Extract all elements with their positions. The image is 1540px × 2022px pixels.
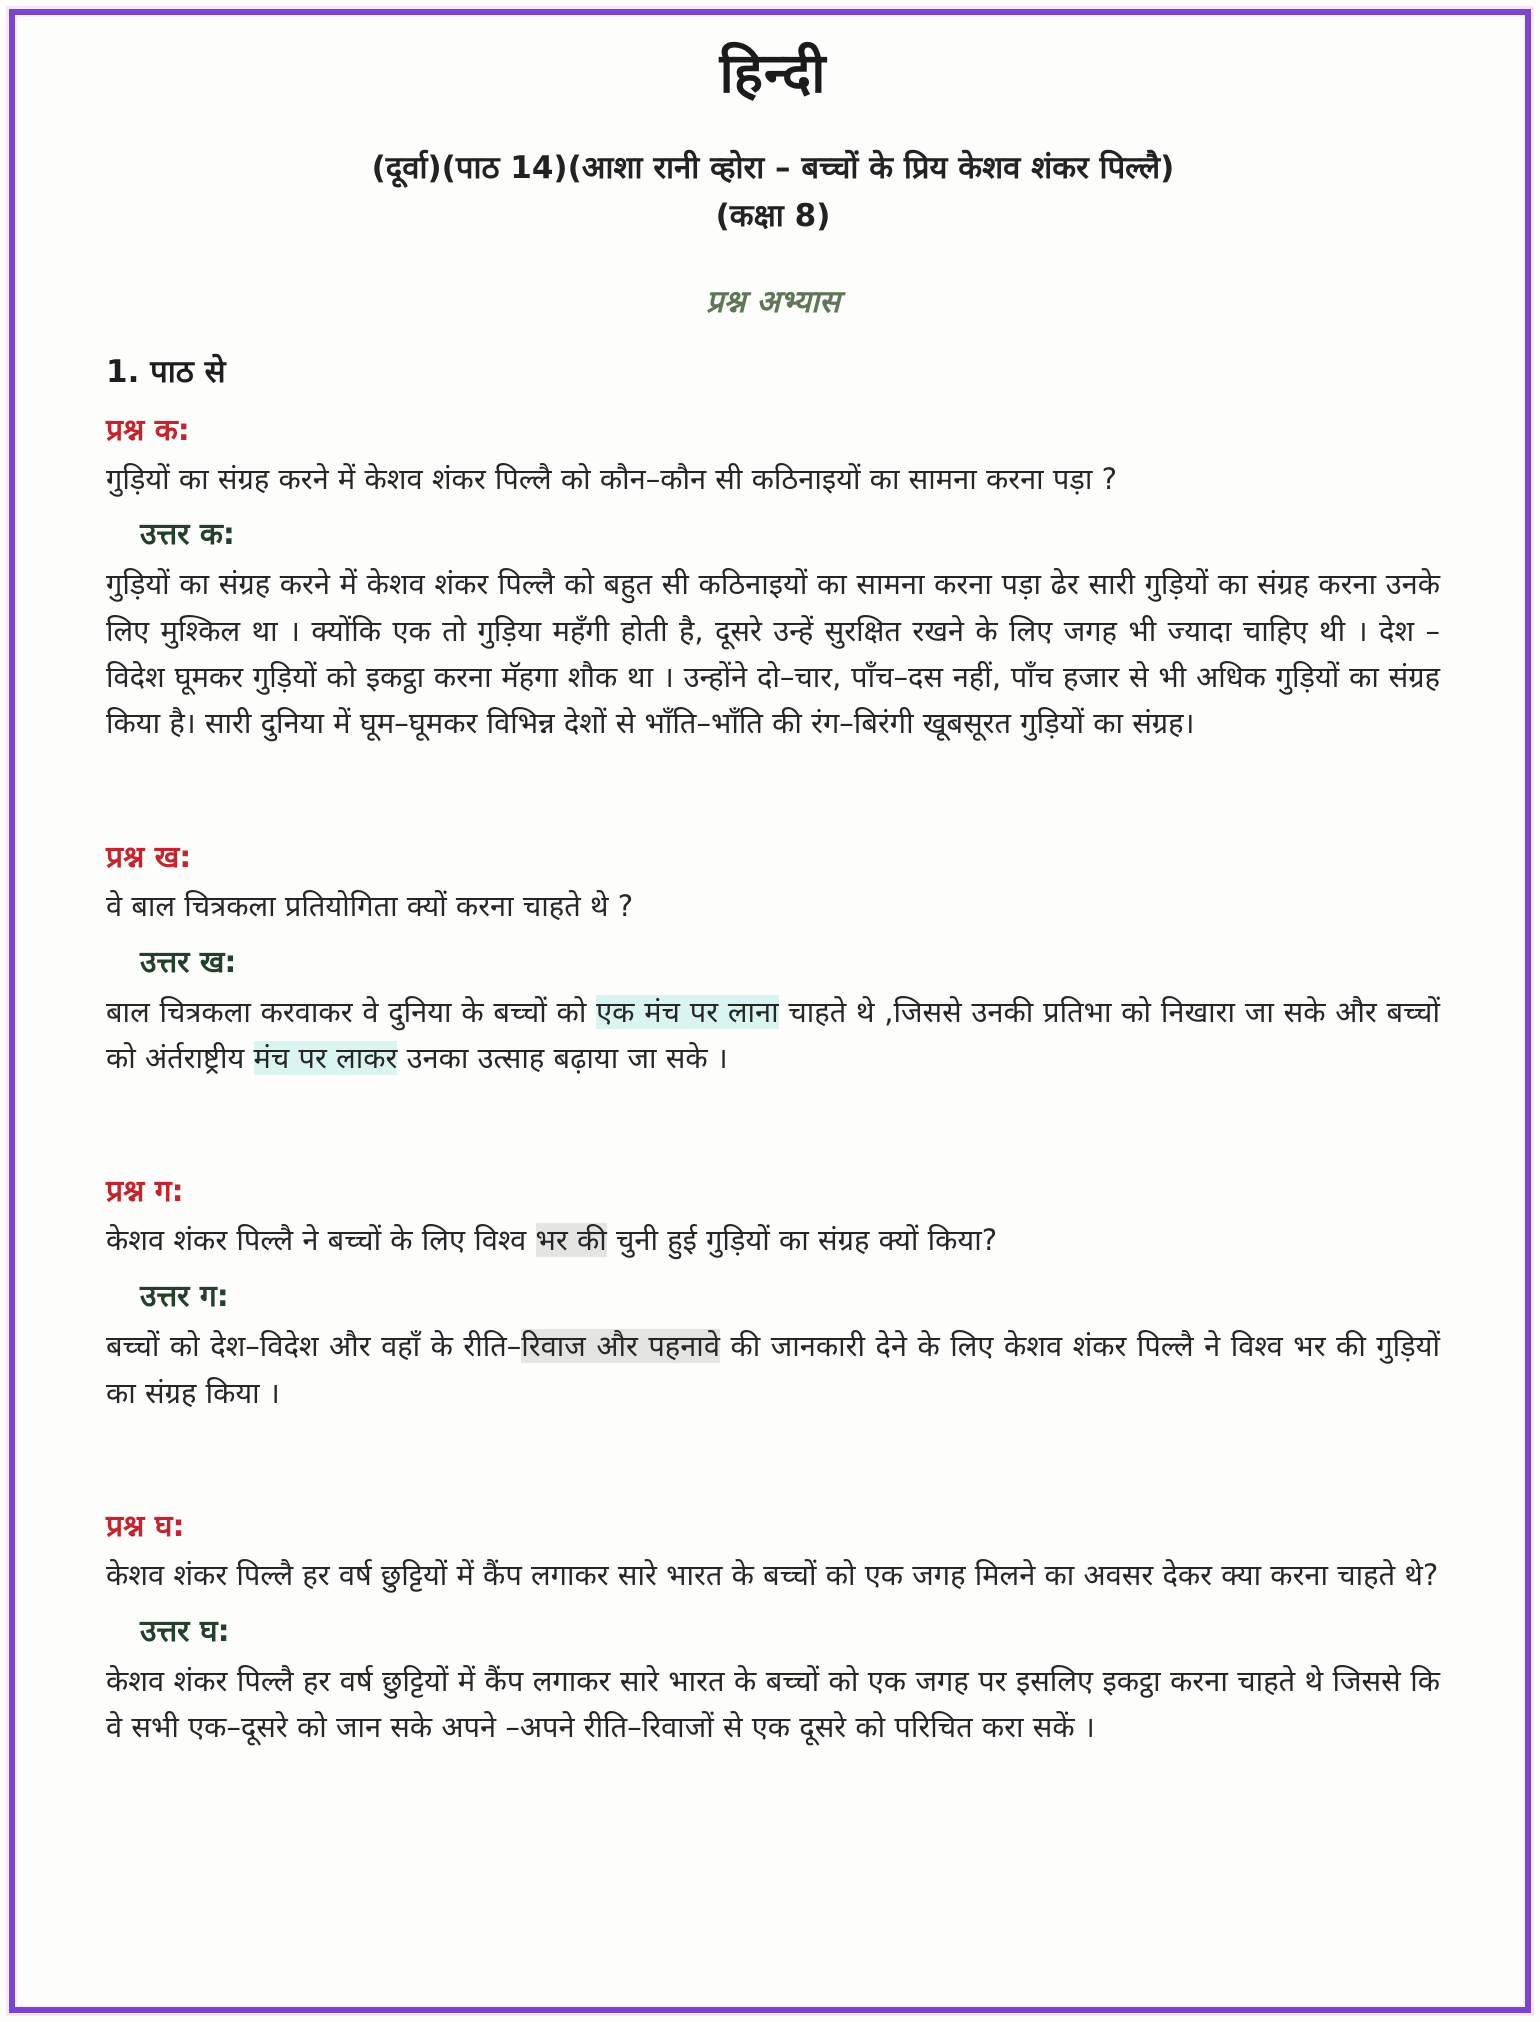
page-title: हिन्दी (719, 41, 827, 105)
answer-segment: उनका उत्साह बढ़ाया जा सके । (397, 1041, 728, 1076)
answer-label: उत्तर ग: (140, 1279, 229, 1315)
qa-section-kha (106, 835, 1440, 1082)
answer-segment: केशव शंकर पिल्लै हर वर्ष छुट्टियों में कैंप लगाकर सारे भारत के बच्चों को एक जगह पर इसलिए इकट्ठा करना चाहते थे जिससे कि वे सभी एक–दूसरे को जान सके अपने –अपने रीति–रिवाजों से एक दूसरे को परिचित करा सकें । (106, 1663, 1440, 1745)
qa-section-gha (106, 1504, 1440, 1751)
answer-text (106, 561, 1440, 747)
class-line: (कक्षा 8) (715, 197, 831, 234)
qa-section-ga (106, 1169, 1440, 1416)
question-label: प्रश्न ग: (106, 1174, 184, 1210)
question-segment: केशव शंकर पिल्लै हर वर्ष छुट्टियों में कैंप लगाकर सारे भारत के बच्चों को एक जगह मिलने का अवसर देकर क्या करना चाहते थे? (106, 1558, 1439, 1593)
question-segment: चुनी हुई गुड़ियों का संग्रह क्यों किया? (606, 1223, 998, 1258)
question-label: प्रश्न घ: (106, 1509, 185, 1545)
question-text (106, 1218, 1440, 1264)
chapter-subtitle: (दूर्वा)(पाठ 14)(आशा रानी व्होरा – बच्चों के प्रिय केशव शंकर पिल्लै) (371, 150, 1175, 186)
answer-label: उत्तर क: (140, 517, 235, 553)
answer-segment: बच्चों को देश–विदेश और वहाँ के रीति– (106, 1329, 522, 1364)
question-segment: केशव शंकर पिल्लै ने बच्चों के लिए विश्व (106, 1223, 536, 1258)
highlighted-answer-segment: रिवाज और पहनावे (521, 1329, 720, 1364)
question-segment: गुड़ियों का संग्रह करने में केशव शंकर पिल्लै को कौन–कौन सी कठिनाइयों का सामना करना पड़ा ? (106, 461, 1118, 496)
answer-label: उत्तर घ: (140, 1613, 230, 1649)
unit-heading: 1. पाठ से (106, 353, 226, 390)
answer-label: उत्तर ख: (140, 944, 237, 980)
answer-segment: बाल चित्रकला करवाकर वे दुनिया के बच्चों को (106, 994, 597, 1029)
question-text (106, 457, 1440, 503)
page-content (106, 34, 1440, 1751)
question-label: प्रश्न ख: (106, 839, 192, 875)
answer-text (106, 989, 1440, 1082)
highlighted-answer-segment: एक मंच पर लाना (596, 994, 779, 1029)
answer-segment: चाहते थे ,जिससे उनकी प्रतिभा को निखारा जा सके और बच्चों को अंर्तराष्ट्रीय (106, 994, 1440, 1076)
question-label: प्रश्न क: (106, 412, 190, 448)
answer-segment: की जानकारी देने के लिए केशव शंकर पिल्लै ने विश्व भर की गुड़ियों का संग्रह किया । (106, 1329, 1441, 1410)
answer-text (106, 1323, 1440, 1416)
highlighted-question-segment: भर की (535, 1223, 607, 1258)
highlighted-answer-segment: मंच पर लाकर (253, 1041, 398, 1076)
answer-segment: गुड़ियों का संग्रह करने में केशव शंकर पिल्लै को बहुत सी कठिनाइयों का सामना करना पड़ा ढेर सारी गुड़ियों का संग्रह करना उनके लिए मुश्किल था । क्योंकि एक तो गुड़िया महँगी होती है, दूसरे उन्हें सुरक्षित रखने के लिए जगह भी ज्यादा चाहिए थी । देश –विदेश घूमकर गुड़ियों को इकट्ठा करना मॅहगा शौक था । उन्होंने दो–चार, पाँच–दस नहीं, पाँच हजार से भी अधिक गुड़ियों का संग्रह किया है। सारी दुनिया में घूम–घूमकर विभिन्न देशों से भाँति–भाँति की रंग–बिरंगी खूबसूरत गुड़ियों का संग्रह। (106, 567, 1440, 741)
question-text (106, 1553, 1440, 1599)
question-text (106, 884, 1440, 930)
qa-section-ka (106, 408, 1440, 747)
question-segment: वे बाल चित्रकला प्रतियोगिता क्यों करना चाहते थे ? (106, 888, 634, 923)
exercise-heading: प्रश्न अभ्यास (706, 283, 840, 320)
answer-text (106, 1658, 1440, 1751)
